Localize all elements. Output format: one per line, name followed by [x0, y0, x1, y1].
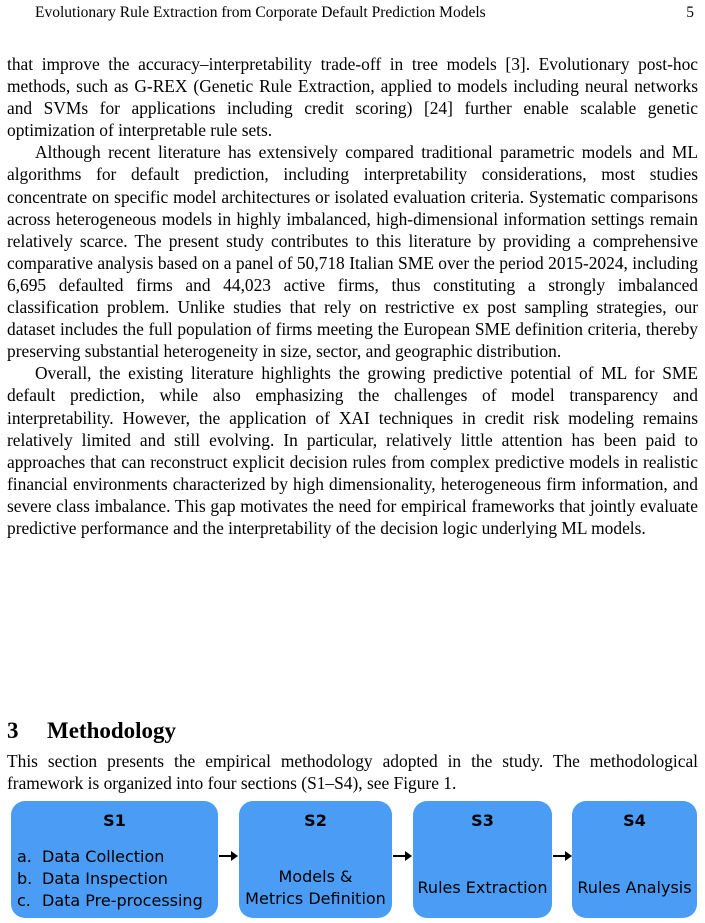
flow-box-s3 [413, 801, 552, 918]
paragraph-continuation: that improve the accuracy–interpretability trade-off in tree models [3]. Evolutionary post-hoc methods, such as G-REX (Genetic Rule Extraction, applied to models including neural networks and SVMs for applications including credit scoring) [24] further enable scalable genetic optimization of interpretable rule sets. [7, 54, 698, 141]
flow-box-line: Metrics Definition [245, 889, 386, 908]
section-heading [7, 718, 176, 744]
flow-box-title: S1 [103, 811, 126, 830]
running-header [0, 4, 705, 26]
methodology-flow-figure [0, 801, 705, 919]
arrow-right-icon [219, 849, 239, 863]
flow-box-line: Rules Analysis [577, 878, 692, 897]
list-marker: b. [17, 869, 33, 888]
arrow-right-icon [393, 849, 413, 863]
list-label: Data Inspection [42, 869, 168, 888]
section-number: 3 [7, 718, 19, 743]
flow-box-label [413, 877, 552, 899]
body-text [7, 53, 698, 539]
arrow-right-icon [553, 849, 573, 863]
flow-box-line: Models & [278, 867, 353, 886]
flow-box-s4 [572, 801, 697, 918]
flow-box-line: Rules Extraction [417, 878, 548, 897]
flow-box-s2 [239, 801, 392, 918]
section-intro [7, 750, 698, 794]
paragraph-methodology-intro: This section presents the empirical methodology adopted in the study. The methodological framework is organized into four sections (S1–S4), see Figure 1. [7, 751, 698, 794]
list-label: Data Collection [42, 847, 165, 866]
paragraph-literature-summary: Overall, the existing literature highlights the growing predictive potential of ML for SME default prediction, while also emphasizing the challenges of model transparency and interpretability. However, the application of XAI techniques in credit risk modeling remains relatively limited and still evolving. In particular, relatively little attention has been paid to approaches that can reconstruct explicit decision rules from complex predictive models in realistic financial environments characterized by high dimensionality, heterogeneous firm information, and severe class imbalance. This gap motivates the need for empirical frameworks that jointly evaluate predictive performance and the interpretability of the decision logic underlying ML models. [7, 363, 698, 538]
running-title: Evolutionary Rule Extraction from Corporate Default Prediction Models [35, 4, 486, 21]
flow-box-label [239, 866, 392, 910]
list-item [17, 868, 214, 890]
flow-box-list [17, 846, 214, 912]
list-marker: a. [17, 847, 32, 866]
flow-box-title: S4 [623, 811, 646, 830]
list-item [17, 846, 214, 868]
flow-box-title: S3 [471, 811, 494, 830]
flow-box-label [572, 877, 697, 899]
list-marker: c. [17, 891, 31, 910]
list-label: Data Pre-processing [42, 891, 203, 910]
list-item [17, 890, 214, 912]
paragraph-literature-comparison: Although recent literature has extensively compared traditional parametric models and ML algorithms for default prediction, including interpretability considerations, most studies concentrate on specific model architectures or isolated evaluation criteria. Systematic comparisons across heterogeneous models in highly imbalanced, high-dimensional information settings remain relatively scarce. The present study contributes to this literature by providing a comprehensive comparative analysis based on a panel of 50,718 Italian SME over the period 2015-2024, including 6,695 defaulted firms and 44,023 active firms, thus constituting a strongly imbalanced classification problem. Unlike studies that rely on restrictive ex post sampling strategies, our dataset includes the full population of firms meeting the European SME definition criteria, thereby preserving substantial heterogeneity in size, sector, and geographic distribution. [7, 142, 698, 362]
flow-box-title: S2 [304, 811, 327, 830]
flow-box-s1 [11, 801, 218, 918]
section-title: Methodology [47, 718, 177, 743]
page-number: 5 [686, 4, 694, 21]
